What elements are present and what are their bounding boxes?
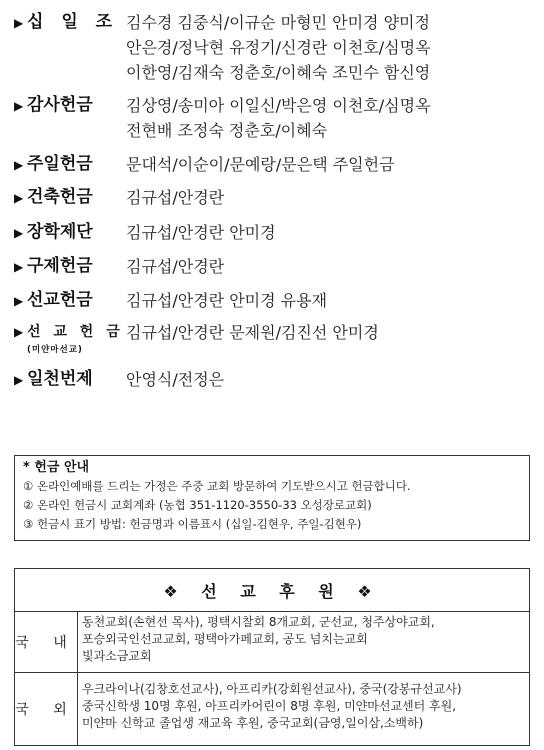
- offering-tithe: [14, 10, 534, 85]
- triangle-bullet-icon: ▶: [14, 16, 30, 30]
- triangle-bullet-icon: ▶: [14, 158, 24, 172]
- offering-sunday: [14, 152, 534, 178]
- offering-thousand: [14, 367, 534, 393]
- offering-label: ▶십 일 조: [14, 10, 126, 85]
- triangle-bullet-icon: ▶: [14, 260, 24, 274]
- notice-line: ② 온라인 헌금시 교회계좌 (농협 351-1120-3550-33 오성장로교회): [23, 498, 372, 512]
- offering-names: 김규섭/안경란 안미경: [126, 223, 276, 242]
- offering-names: 김규섭/안경란 문제원/김진선 안미경: [126, 323, 379, 342]
- offering-relief: [14, 254, 534, 280]
- triangle-bullet-icon: ▶: [14, 99, 24, 113]
- row-label-domestic: 국 내: [15, 612, 78, 672]
- row-text-domestic: 동천교회(손현선 목사), 평택시찰회 8개교회, 군선교, 청주상야교회, 포승외국인선교교회, 평택아가페교회, 공도 넘치는교회 빛과소금교회: [82, 615, 435, 663]
- offering-label: ▶ 구제헌금: [14, 254, 126, 280]
- mission-row-overseas: [15, 673, 529, 745]
- offering-label: ▶ 선교헌금: [14, 288, 126, 314]
- triangle-bullet-icon: ▶: [14, 294, 24, 308]
- offering-names: 김규섭/안경란 안미경 유용재: [126, 291, 328, 310]
- notice-line: ① 온라인예배를 드리는 가정은 주중 교회 방문하여 기도받으시고 헌금합니다.: [23, 479, 411, 493]
- offering-names: 문대석/이순이/문예랑/문은택 주일헌금: [126, 155, 395, 174]
- offering-building: [14, 185, 534, 211]
- offering-label: ▶ 일천번제: [14, 367, 126, 393]
- triangle-bullet-icon: ▶: [14, 191, 24, 205]
- offering-label: ▶ 장학제단: [14, 220, 126, 246]
- offering-label: ▶ 주일헌금: [14, 152, 126, 178]
- notice-title: * 헌금 안내: [23, 460, 90, 475]
- offering-notice-box: [14, 455, 530, 541]
- triangle-bullet-icon: ▶: [14, 373, 24, 387]
- triangle-bullet-icon: ▶: [14, 226, 24, 240]
- offering-names: 김상영/송미아 이일신/박은영 이천호/심명옥 전현배 조정숙 정춘호/이혜숙: [126, 96, 431, 140]
- offering-names: 김규섭/안경란: [126, 188, 225, 207]
- mission-support-table: [14, 568, 530, 746]
- row-label-overseas: 국 외: [15, 673, 78, 745]
- triangle-bullet-icon: ▶: [14, 325, 28, 339]
- offering-names: 김규섭/안경란: [126, 257, 225, 276]
- mission-row-domestic: [15, 612, 529, 673]
- offering-sublabel: (미얀마선교): [27, 345, 83, 355]
- notice-line: ③ 헌금시 표기 방법: 헌금명과 이름표시 (십일-김현우, 주일-김현우): [23, 517, 362, 531]
- offering-label: ▶ 건축헌금: [14, 185, 126, 211]
- offering-names: 안영식/전정은: [126, 370, 225, 389]
- offering-label: ▶ 감사헌금: [14, 93, 126, 143]
- offering-label: ▶선 교 헌 금 (미얀마선교): [14, 320, 126, 355]
- offering-mission: [14, 288, 534, 314]
- offering-names: 김수경 김중식/이규순 마형민 안미경 양미정 안은경/정낙현 유정기/신경란 이천호/심명옥 이한영/김재숙 정춘호/이혜숙 조민수 함신영: [126, 13, 431, 82]
- offering-thanksgiving: [14, 93, 534, 143]
- offering-myanmar-mission: [14, 320, 534, 355]
- offering-scholarship: [14, 220, 534, 246]
- mission-table-title: ❖ 선 교 후 원 ❖: [15, 569, 529, 612]
- row-text-overseas: 우크라이나(김창호선교사), 아프리카(강회원선교사), 중국(강봉규선교사) 중국신학생 10명 후원, 아프리카어린이 8명 후원, 미얀마선교센터 후원, 미얀마 신학교 졸업생 재교육 후원, 중국교회(금영,일이삼,소백하): [82, 682, 462, 730]
